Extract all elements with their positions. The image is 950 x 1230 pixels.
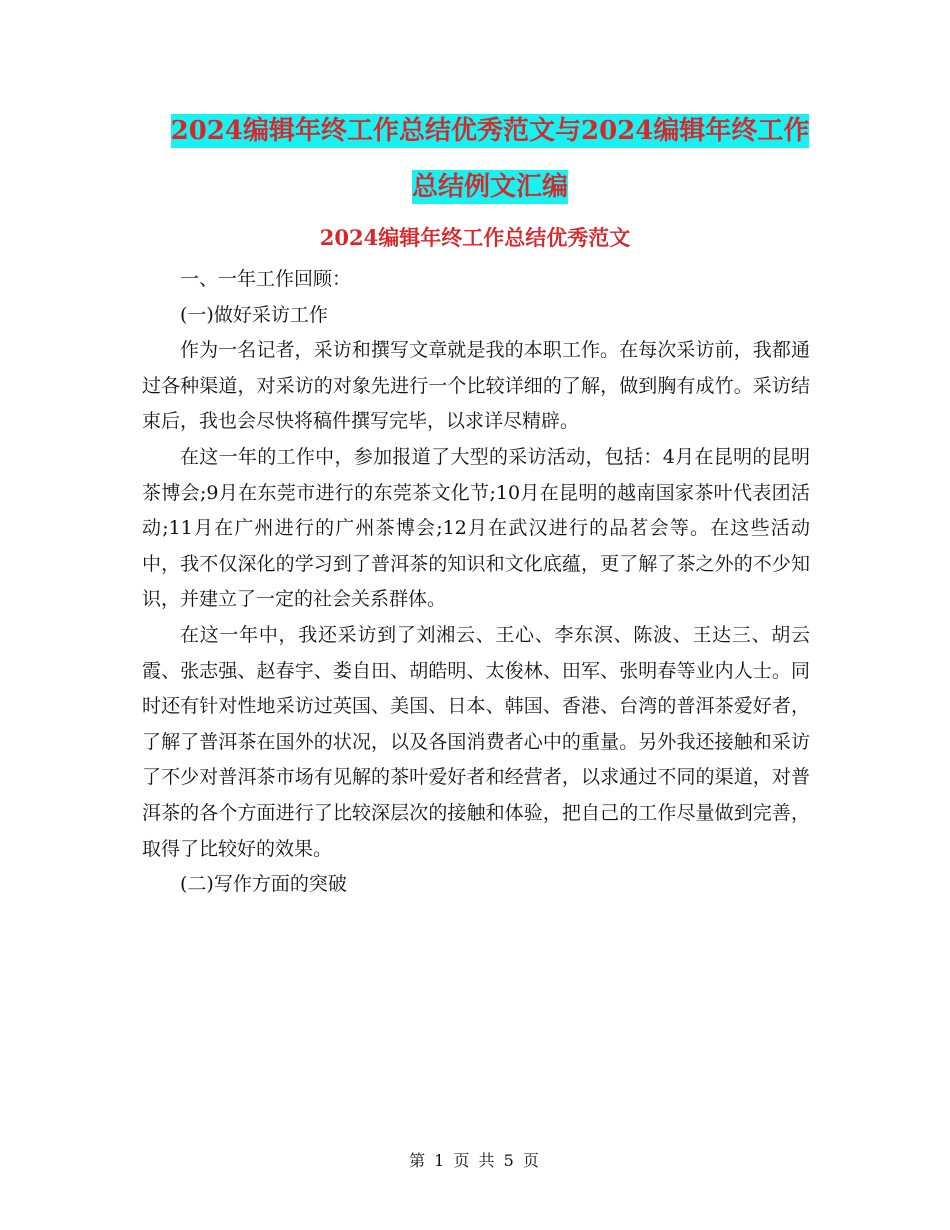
title-line-1: 2024编辑年终工作总结优秀范文与2024编辑年终工作 xyxy=(170,116,810,146)
body-text xyxy=(142,262,810,903)
document-title xyxy=(140,103,840,215)
section-title: 2024编辑年终工作总结优秀范文 xyxy=(319,225,631,250)
paragraph: 作为一名记者，采访和撰写文章就是我的本职工作。在每次采访前，我都通过各种渠道，对采访的对象先进行一个比较详细的了解，做到胸有成竹。采访结束后，我也会尽快将稿件撰写完毕，以求详尽精辟。 xyxy=(142,339,810,433)
paragraph: (二)写作方面的突破 xyxy=(180,873,347,896)
paragraph: (一)做好采访工作 xyxy=(180,303,328,326)
title-line-2: 总结例文汇编 xyxy=(411,172,568,202)
paragraph: 在这一年中，我还采访到了刘湘云、王心、李东溟、陈波、王达三、胡云霞、张志强、赵春宇、娄自田、胡皓明、太俊林、田军、张明春等业内人士。同时还有针对性地采访过英国、美国、日本、韩国、香港、台湾的普洱茶爱好者，了解了普洱茶在国外的状况，以及各国消费者心中的重量。另外我还接触和采访了不少对普洱茶市场有见解的茶叶爱好者和经营者，以求通过不同的渠道，对普洱茶的各个方面进行了比较深层次的接触和体验，把自己的工作尽量做到完善，取得了比较好的效果。 xyxy=(142,623,810,860)
page-footer: 第 1 页 共 5 页 xyxy=(409,1151,541,1170)
paragraph: 一、一年工作回顾： xyxy=(180,268,352,290)
paragraph: 在这一年的工作中，参加报道了大型的采访活动，包括：4月在昆明的昆明茶博会;9月在东莞市进行的东莞茶文化节;10月在昆明的越南国家茶叶代表团活动;11月在广州进行的广州茶博会;12月在武汉进行的品茗会等。在这些活动中，我不仅深化的学习到了普洱茶的知识和文化底蕴，更了解了茶之外的不少知识，并建立了一定的社会关系群体。 xyxy=(142,445,810,611)
